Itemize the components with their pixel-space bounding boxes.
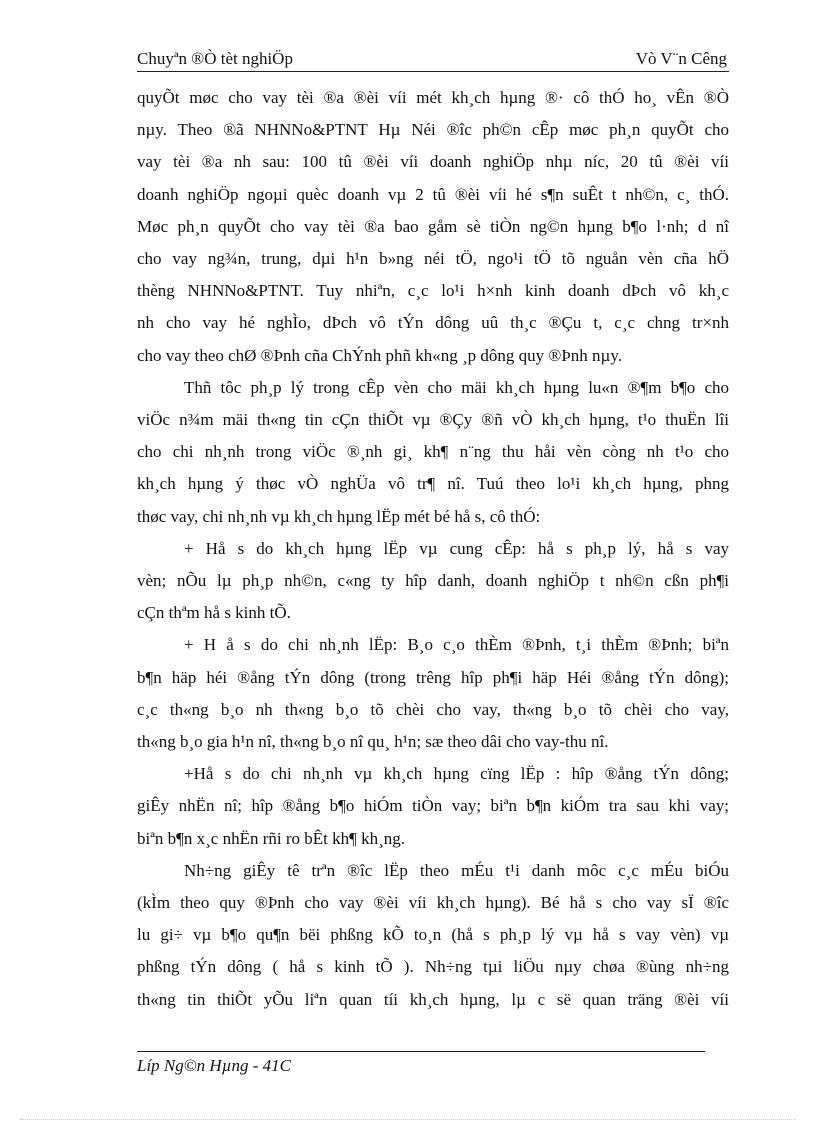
text-line: c¸c th«ng b¸o nh th«ng b¸o tõ chèi cho vay, th«ng b¸o tõ chèi cho vay, <box>137 699 729 719</box>
text-line: nh cho vay hé nghÌo, dÞch vô tÝn dông uû th¸c ®Çu t, c¸c chng tr×nh <box>137 313 729 333</box>
text-line: +Hå s do chi nh¸nh vµ kh¸ch hµng cïng lËp : hîp ®ång tÝn dông; <box>184 764 729 784</box>
text-line: Møc ph¸n quyÕt cho vay tèi ®a bao gåm sè tiÒn ng©n hµng b¶o l·nh; d nî <box>137 216 729 236</box>
text-line: vay tèi ®a nh sau: 100 tû ®èi víi doanh nghiÖp nhµ níc, 20 tû ®èi víi <box>137 152 729 172</box>
text-line: thèng NHNNo&PTNT. Tuy nhiªn, c¸c lo¹i h×nh kinh doanh dÞch vô kh¸c <box>137 281 729 301</box>
text-line: Nh÷ng giÊy tê trªn ®îc lËp theo mÉu t¹i danh môc c¸c mÉu biÓu <box>184 860 729 880</box>
text-line: Thñ tôc ph¸p lý trong cÊp vèn cho mäi kh¸ch hµng lu«n ®¶m b¶o cho <box>184 377 729 397</box>
footer-divider <box>137 1051 705 1052</box>
text-line: cho vay theo chØ ®Þnh cña ChÝnh phñ kh«ng ¸p dông quy ®Þnh nµy. <box>137 345 622 365</box>
text-line: + Hå s do kh¸ch hµng lËp vµ cung cÊp: hå s ph¸p lý, hå s vay <box>184 538 729 558</box>
text-line: doanh nghiÖp ngoµi quèc doanh vµ 2 tû ®èi víi hé s¶n suÊt t nh©n, c¸ thÓ. <box>137 184 729 204</box>
text-line: kh¸ch hµng ý thøc vÒ nghÜa vô tr¶ nî. Tuú theo lo¹i kh¸ch hµng, phng <box>137 474 729 494</box>
text-line: cÇn thªm hå s kinh tÕ. <box>137 603 291 623</box>
text-line: thøc vay, chi nh¸nh vµ kh¸ch hµng lËp mét bé hå s, cô thÓ: <box>137 506 541 526</box>
text-line: th«ng b¸o gia h¹n nî, th«ng b¸o nî qu¸ h¹n; sæ theo dâi cho vay-thu nî. <box>137 732 609 751</box>
text-line: giÊy nhËn nî; hîp ®ång b¶o hiÓm tiÒn vay; biªn b¶n kiÓm tra sau khi vay; <box>137 796 729 816</box>
text-line: b¶n häp héi ®ång tÝn dông (trong trêng hîp ph¶i häp Héi ®ång tÝn dông); <box>137 667 729 687</box>
text-line: quyÕt møc cho vay tèi ®a ®èi víi mét kh¸ch hµng ®· cô thÓ ho¸ vÊn ®Ò <box>137 88 729 107</box>
text-line: cho vay ng¾n, trung, dµi h¹n b»ng néi tÖ, ngo¹i tÖ tõ nguån vèn cña hÖ <box>137 249 729 268</box>
text-line: biªn b¶n x¸c nhËn rñi ro bÊt kh¶ kh¸ng. <box>137 828 405 848</box>
text-line: lu gi÷ vµ b¶o qu¶n bëi phßng kÕ to¸n (hå s ph¸p lý vµ hå s vay vèn) vµ <box>137 925 729 945</box>
text-line: cho chi nh¸nh trong viÖc ®¸nh gi¸ kh¶ n¨ng thu håi vèn còng nh t¹o cho <box>137 442 729 462</box>
header-title: Chuyªn ®Ò tèt nghiÖp <box>137 49 293 68</box>
page-header <box>137 49 729 72</box>
text-line: viÖc n¾m mäi th«ng tin cÇn thiÕt vµ ®Çy ®ñ vÒ kh¸ch hµng, t¹o thuËn lîi <box>137 410 729 429</box>
text-line: nµy. Theo ®ã NHNNo&PTNT Hµ Néi ®îc ph©n cÊp møc ph¸n quyÕt cho <box>137 120 729 140</box>
text-line: vèn; nÕu lµ ph¸p nh©n, c«ng ty hîp danh, doanh nghiÖp t nh©n cßn ph¶i <box>137 571 729 590</box>
text-line: (kÌm theo quy ®Þnh cho vay ®èi víi kh¸ch hµng). Bé hå s cho vay sÏ ®îc <box>137 893 729 912</box>
text-line: th«ng tin thiÕt yÕu liªn quan tíi kh¸ch hµng, lµ c së quan träng ®èi víi <box>137 989 729 1009</box>
header-author: Vò V¨n Cêng <box>635 49 727 68</box>
page-edge-divider <box>20 1119 796 1120</box>
text-line: phßng tÝn dông ( hå s kinh tÕ ). Nh÷ng tµi liÖu nµy chøa ®ùng nh÷ng <box>137 957 729 977</box>
text-line: + H å s do chi nh¸nh lËp: B¸o c¸o thÈm ®Þnh, t¸i thÈm ®Þnh; biªn <box>184 635 729 655</box>
page-footer: Líp Ng©n Hµng - 41C <box>137 1056 292 1075</box>
